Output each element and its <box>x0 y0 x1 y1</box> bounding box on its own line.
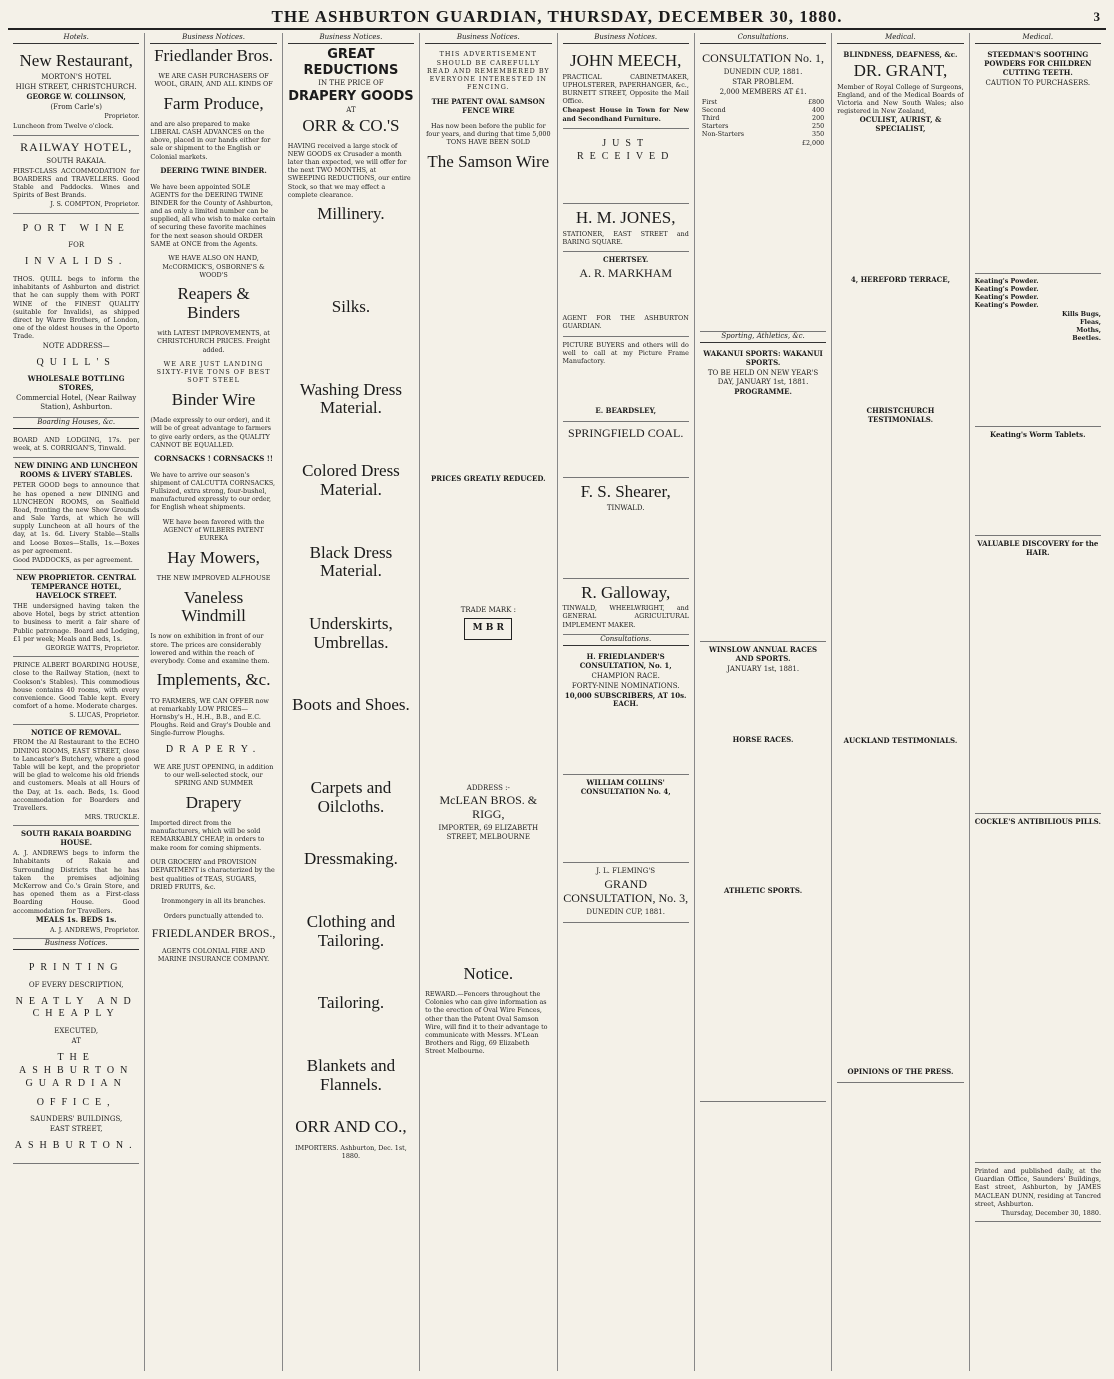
ad-hm-jones <box>563 204 689 252</box>
section-clothing: Clothing and Tailoring. <box>306 912 396 950</box>
column-header: Hotels. <box>13 33 139 44</box>
text-block <box>837 747 963 1067</box>
ad-title: NEW PROPRIETOR. CENTRAL TEMPERANCE HOTEL, HAVELOCK STREET. <box>16 573 136 601</box>
ad-subtitle: SOUTH RAKAIA. <box>46 156 107 165</box>
text-block <box>700 397 826 637</box>
text-block <box>700 675 826 735</box>
ad-title: VALUABLE DISCOVERY for the HAIR. <box>977 539 1099 558</box>
ad-company: McLEAN BROS. & RIGG, <box>439 793 538 822</box>
text-block <box>700 147 826 327</box>
ad-new-dining <box>13 458 139 570</box>
ad-address: 4, HEREFORD TERRACE, <box>850 275 951 285</box>
ad-at: AT <box>346 105 356 114</box>
ad-collins-consultation <box>563 775 689 863</box>
section-boots: Boots and Shoes. <box>292 695 410 715</box>
ad-heading: CORNSACKS ! CORNSACKS !! <box>154 454 273 464</box>
text-block <box>288 717 414 777</box>
ad-signature-sub: AGENTS COLONIAL FIRE AND MARINE INSURANCE COMPANY. <box>157 946 270 963</box>
ad-line: WE ARE CASH PURCHASERS OF WOOL, GRAIN, AND ALL KINDS OF <box>154 72 273 89</box>
ad-title: SOUTH RAKAIA BOARDING HOUSE. <box>21 829 132 848</box>
column-header: Business Notices. <box>425 33 551 44</box>
column-friedlander <box>145 33 282 1371</box>
ad-subtitle: OCULIST, AURIST, & SPECIALIST, <box>859 115 942 134</box>
ad-railway-hotel <box>13 136 139 214</box>
text-block <box>288 583 414 613</box>
ad-just-received <box>563 129 689 205</box>
masthead <box>8 6 1106 30</box>
ad-trademark-label: TRADE MARK : <box>460 605 516 614</box>
trademark-box: M B R <box>464 618 512 640</box>
ad-chertsey <box>563 252 689 336</box>
ad-shearer <box>563 478 689 579</box>
ad-signature: J. S. COMPTON, Proprietor. <box>50 200 140 209</box>
ad-nominations: FORTY-NINE NOMINATIONS. <box>571 681 680 690</box>
ad-title: THE PATENT OVAL SAMSON FENCE WIRE <box>431 96 546 115</box>
text-block <box>563 366 689 406</box>
text-block <box>425 843 551 963</box>
section-colored: Colored Dress Material. <box>302 461 400 499</box>
text-block <box>563 169 689 199</box>
ad-body: and are also prepared to make LIBERAL CASH ADVANCES on the above, placed in our hands either for sale or shipment to the English or Colonial markets. <box>150 119 271 161</box>
ad-section: ATHLETIC SPORTS. <box>723 886 803 896</box>
ad-title: WINSLOW ANNUAL RACES AND SPORTS. <box>709 645 818 664</box>
ad-heading: DRAPERY. <box>165 743 262 755</box>
ad-body: A. J. ANDREWS begs to inform the Inhabitants of Rakaia and Surrounding Districts that he has taken the premises adjoining McKerrow and Co.'s Grain Store, and has opened them as a First-class Boarding House. Good accommodation for Travellers. <box>13 849 140 915</box>
ad-line: NEATLY AND CHEAPLY <box>15 995 137 1020</box>
ad-title: PRINTING <box>28 961 124 973</box>
ad-body: HAVING received a large stock of NEW GOODS ex Crusader a month later than expected, we will offer for the next TWO MONTHS, at SWEEPING REDUCTIONS, our entire Stock, so that we may effect a complete clearance. <box>287 141 411 199</box>
ad-fleming-consultation <box>563 863 689 923</box>
ad-removal <box>13 725 139 827</box>
ad-heading: The Samson Wire <box>427 151 550 171</box>
ad-invalids: INVALIDS. <box>24 256 128 268</box>
text-block <box>837 286 963 406</box>
section-black: Black Dress Material. <box>309 542 393 581</box>
text-block <box>425 643 551 783</box>
ad-heading: Farm Produce, <box>163 93 264 113</box>
ad-body: Cheapest House in Town for New and Secondhand Furniture. <box>562 106 689 123</box>
text-block <box>288 502 414 542</box>
imprint-date: Thursday, December 30, 1880. <box>1001 1209 1101 1218</box>
text-block <box>288 871 414 911</box>
ad-signature: FRIEDLANDER BROS., <box>151 925 276 940</box>
ad-line: THE NEW IMPROVED ALFHOUSE <box>156 573 271 582</box>
ad-line: OFFICE, <box>36 1096 116 1108</box>
section-header: Sporting, Athletics, &c. <box>700 332 826 343</box>
column-header: Business Notices. <box>563 33 689 44</box>
ad-body: PRINCE ALBERT BOARDING HOUSE, close to the Railway Station, (next to Cookson's Stables). This commodious house contains 40 rooms, with every convenience. Good Table kept. Every comfort of a home. Moderate charges. <box>13 661 140 711</box>
ad-address-label: ADDRESS :- <box>466 783 510 792</box>
ad-body: BOARD AND LODGING, 17s. per week, at S. CORRIGAN'S, Tinwald. <box>13 436 140 453</box>
ad-heading: Implements, &c. <box>156 670 271 690</box>
ad-line: EAST STREET, <box>49 1125 103 1134</box>
keating-line: Keating's Powder. <box>974 301 1039 310</box>
text-block <box>288 319 414 379</box>
ad-members: 2,000 MEMBERS AT £1. <box>719 87 807 96</box>
ad-dr-grant <box>837 47 963 1083</box>
text-block <box>288 226 414 296</box>
ad-problem: STAR PROBLEM. <box>732 77 794 86</box>
keating-line: Keating's Powder. <box>974 284 1039 293</box>
ad-line: THE ASHBURTON GUARDIAN <box>19 1052 134 1089</box>
ad-body: FROM the Al Restaurant to the ECHO DINING ROOMS, EAST STREET, close to Lancaster's Butchery, where a good Table will be kept, and the proprietor will be glad to welcome his old friends and customers. Meals at all Hours of the Day, at 1s. each. Beds, 1s. Good accommodation for Boarders and Travellers. <box>13 738 140 812</box>
ad-signature: S. LUCAS, Proprietor. <box>69 711 140 720</box>
ad-proprietor-note: (From Carle's) <box>50 102 102 111</box>
text-block <box>975 559 1101 809</box>
ad-title: Keating's Worm Tablets. <box>990 430 1086 440</box>
ad-title: PORT WINE <box>22 222 130 234</box>
columns <box>8 33 1106 1371</box>
ad-body: THE undersigned having taken the above Hotel, begs by strict attention to business to merit a fair share of Public patronage. Board and Lodging, £1 per week; Meals and Beds, 1s. <box>13 602 140 643</box>
imprint <box>975 1163 1101 1222</box>
text-block <box>837 426 963 736</box>
ad-subtitle: CAUTION TO PURCHASERS. <box>985 78 1091 87</box>
section-silks: Silks. <box>331 297 371 317</box>
column-hotels <box>8 33 145 1371</box>
ad-heading: Hay Mowers, <box>167 547 260 567</box>
ad-springfield-coal <box>563 422 689 478</box>
ad-title: H. FRIEDLANDER'S CONSULTATION, No. 1, <box>579 651 672 670</box>
section-header: Business Notices. <box>13 939 139 950</box>
ad-heading: Reapers & Binders <box>177 284 250 323</box>
section-carpets: Carpets and Oilcloths. <box>310 777 392 816</box>
ad-brand: QUILL'S <box>36 356 116 368</box>
ad-subtitle: MORTON'S HOTEL <box>41 72 112 81</box>
column-header: Medical. <box>975 33 1101 44</box>
ad-body: OUR GROCERY and PROVISION DEPARTMENT is characterized by the best qualities of TEAS, SUGARS, DRIED FRUITS, &c. <box>150 858 275 891</box>
table-row: Starters 250 <box>701 122 825 131</box>
ad-heading: BLINDNESS, DEAFNESS, &c. <box>843 49 958 59</box>
ad-body: WE ARE JUST OPENING, in addition to our well-selected stock, our SPRING AND SUMMER <box>153 763 274 788</box>
ad-new-restaurant <box>13 47 139 136</box>
ad-title: J. L. FLEMING'S <box>596 867 656 876</box>
ad-wakanui-sports <box>700 346 826 643</box>
text-block <box>288 420 414 460</box>
column-medical-2 <box>970 33 1106 1371</box>
ad-body: We have been appointed SOLE AGENTS for the DEERING TWINE BINDER for the County of Ashburton, and as only a limited number can be supplied, all who wish to make certain of securing these favorite machines for the next season should ORDER SAME at ONCE from the Agents. <box>150 182 276 248</box>
ad-line: OF EVERY DESCRIPTION, <box>28 980 124 989</box>
column-header: Business Notices. <box>150 33 276 44</box>
text-block <box>975 89 1101 269</box>
ad-address: HIGH STREET, CHRISTCHURCH. <box>15 82 137 91</box>
ad-signature: A. J. ANDREWS, Proprietor. <box>50 925 140 934</box>
table-row: Second 400 <box>701 105 825 114</box>
ad-signature: GEORGE WATTS, Proprietor. <box>45 644 140 653</box>
text-block <box>975 342 1101 422</box>
ad-company-address: IMPORTER, 69 ELIZABETH STREET, MELBOURNE <box>438 824 539 842</box>
section-dressmaking: Dressmaking. <box>303 849 398 869</box>
section-millinery: Millinery. <box>317 204 385 224</box>
section-header: Consultations. <box>563 635 689 646</box>
ad-heading: DEERING TWINE BINDER. <box>160 166 267 176</box>
text-block <box>837 135 963 275</box>
ad-title: New Restaurant, <box>19 50 133 70</box>
kills-line: Fleas, <box>1080 317 1101 326</box>
ad-temperance-hotel <box>13 570 139 657</box>
ad-cockles-pills <box>975 814 1101 1163</box>
ad-heading: Binder Wire <box>171 390 256 410</box>
ad-note: NOTE ADDRESS— <box>42 341 110 350</box>
ad-title: H. M. JONES, <box>575 208 676 228</box>
text-block <box>700 897 826 1097</box>
ad-keatings-powder <box>975 274 1101 428</box>
ad-heading: GRAND CONSULTATION, No. 3, <box>563 877 689 906</box>
ad-title: NEW DINING AND LUNCHEON ROOMS & LIVERY STABLES. <box>14 461 138 480</box>
ad-hair-discovery <box>975 536 1101 814</box>
section-blankets: Blankets and Flannels. <box>306 1056 396 1094</box>
text-block <box>288 952 414 992</box>
ad-programme: PROGRAMME. <box>734 386 792 396</box>
ad-worm-tablets <box>975 427 1101 536</box>
ad-body: (Made expressly to our order), and it will be of great advantage to farmers to give early orders, as the QUALITY CANNOT BE EQUALLED. <box>150 416 272 449</box>
ad-line: ASHBURTON. <box>14 1140 138 1152</box>
imprint-text: Printed and published daily, at the Guardian Office, Saunders' Buildings, East street, Ashburton, by JAMES MACLEAN DUNN, residing at Tancred street, Ashburton. <box>974 1167 1101 1208</box>
ad-heading: Vaneless Windmill <box>181 587 246 626</box>
ad-body: Member of Royal College of Surgeons, England, and of the Medical Boards of Victoria and New South Wales; also registered in New Zealand, <box>837 82 964 116</box>
ad-notice: THIS ADVERTISEMENT SHOULD BE CAREFULLY READ AND REMEMBERED BY EVERYONE INTERESTED IN FENCING. <box>426 50 550 92</box>
ad-title: GREAT REDUCTIONS <box>303 46 399 78</box>
ad-section: OPINIONS OF THE PRESS. <box>847 1067 954 1077</box>
ad-title: WAKANUI SPORTS: WAKANUI SPORTS. <box>703 348 823 367</box>
ad-race: DUNEDIN CUP, 1881. <box>723 67 803 76</box>
ad-section: AUCKLAND TESTIMONIALS. <box>843 736 958 746</box>
ad-subtitle: PRACTICAL CABINETMAKER, UPHOLSTERER, PAPERHANGER, &c., BURNETT STREET, Opposite the Mail Office. <box>562 72 689 106</box>
ad-store: WHOLESALE BOTTLING STORES, <box>27 374 125 393</box>
ad-line: SAUNDERS' BUILDINGS, <box>30 1115 123 1124</box>
ad-title: F. S. Shearer, <box>580 481 671 501</box>
ad-consultation <box>700 47 826 332</box>
ad-date: TO BE HELD ON NEW YEAR'S DAY, JANUARY 1st, 1881. <box>707 368 819 386</box>
ad-friedlander-consultation <box>563 649 689 776</box>
masthead-title: THE ASHBURTON GUARDIAN, THURSDAY, DECEMBER 30, 1880. <box>271 7 843 26</box>
ad-body: Is now on exhibition in front of our store. The prices are considerably lowered and within the reach of everybody. Come and examine them. <box>150 632 270 665</box>
ad-picture-frames <box>563 337 689 423</box>
text-block <box>975 828 1101 1158</box>
ad-title: JUST RECEIVED <box>576 137 675 162</box>
ad-title: SPRINGFIELD COAL. <box>568 426 684 441</box>
ad-body: PETER GOOD begs to announce that he has opened a new DINING and LUNCHEON ROOMS, on Sealfield Road, fronting the new Show Grounds and Sale Yards, at which he will supply Luncheon at all hours of the day, at 1s. 6d. Livery Stable—Stalls and Loose Boxes—Stalls, 1s.—Boxes as per agreement. <box>13 481 140 555</box>
ad-subtitle: STATIONER, EAST STREET and BARING SQUARE. <box>562 230 689 247</box>
kills-line: Moths, <box>1076 325 1101 334</box>
keating-line: Keating's Powder. <box>974 293 1039 302</box>
ad-subscribers: 10,000 SUBSCRIBERS, AT 10s. EACH. <box>564 690 687 709</box>
text-block <box>975 441 1101 531</box>
ad-signature: ORR AND CO., <box>295 1117 407 1137</box>
column-header: Business Notices. <box>288 33 414 44</box>
kills-line: Beetles. <box>1072 334 1101 343</box>
ad-south-rakaia <box>13 826 139 939</box>
ad-title: R. Galloway, <box>581 582 671 602</box>
ad-heading: DRAPERY GOODS <box>288 89 414 105</box>
ad-brand: ORR & CO.'S <box>302 115 400 135</box>
ad-board-lodging <box>13 432 139 458</box>
column-samson-wire <box>420 33 557 1371</box>
ad-title: DR. GRANT, <box>853 60 948 80</box>
ad-port-wine <box>13 214 139 419</box>
ad-body: TO FARMERS, WE CAN OFFER now at remarkably LOW PRICES— Hornsby's H., H.H., B.B., and E.C. Ploughs. Reid and Gray's Double and Single-furrow Ploughs. <box>150 696 271 738</box>
ad-steedman <box>975 47 1101 274</box>
text-block <box>700 746 826 886</box>
ad-body: THOS. QUILL begs to inform the inhabitants of Ashburton and district that he can supply them with PORT WINE of the FINEST QUALITY (suitable for Invalids), as shipped direct by Warre Brothers, of London, one of the oldest houses in the Oporto Trade. <box>13 275 140 341</box>
text-block <box>288 654 414 694</box>
text-block <box>288 1015 414 1055</box>
ad-section: CHRISTCHURCH TESTIMONIALS. <box>866 406 935 425</box>
ad-winslow-races <box>700 642 826 1102</box>
ad-body: Imported direct from the manufacturers, which will be sold REMARKABLY CHEAP, in orders to make room for coming shipments. <box>150 819 265 852</box>
table-row: Non-Starters 350 <box>701 130 825 139</box>
text-block <box>563 798 689 858</box>
ad-subtitle: IN THE PRICE OF <box>318 79 384 88</box>
ad-signature: MRS. TRUCKLE. <box>84 813 140 822</box>
ad-note: Luncheon from Twelve o'clock. <box>13 121 114 130</box>
text-block <box>563 514 689 574</box>
ad-title: JOHN MEECH, <box>569 50 682 70</box>
text-block <box>563 710 689 770</box>
ad-proprietor-title: Proprietor. <box>104 112 140 121</box>
column-medical <box>832 33 969 1371</box>
ad-signature: E. BEARDSLEY, <box>595 406 656 416</box>
ad-title: WILLIAM COLLINS' CONSULTATION No. 4, <box>580 778 671 797</box>
ad-race: CHAMPION RACE. <box>591 671 660 680</box>
ad-title: COCKLE'S ANTIBILIOUS PILLS. <box>974 817 1101 827</box>
ad-agent: AGENT FOR THE ASHBURTON GUARDIAN. <box>562 314 689 331</box>
text-block <box>288 818 414 848</box>
ad-body: Has now been before the public for four years, and during that time 5,000 TONS HAVE BEEN SOLD <box>426 121 551 147</box>
page-number: 3 <box>1093 9 1100 24</box>
ad-section: HORSE RACES. <box>732 735 794 745</box>
ad-title: Friedlander Bros. <box>154 45 274 65</box>
ad-prince-albert <box>13 657 139 724</box>
ad-body: PICTURE BUYERS and others will do well to call at my Picture Frame Manufactory. <box>562 340 689 365</box>
ad-subtitle: TINWALD, WHEELWRIGHT, and GENERAL AGRICULTURAL IMPLEMENT MAKER. <box>562 604 689 629</box>
ad-heading: Drapery <box>185 793 242 813</box>
ad-address: Commercial Hotel, (Near Railway Station), Ashburton. <box>16 394 137 412</box>
text-block <box>425 174 551 474</box>
column-header: Consultations. <box>700 33 826 44</box>
ad-title: CONSULTATION No. 1, <box>702 50 825 65</box>
ad-title: A. R. MARKHAM <box>579 266 673 281</box>
ad-body: FIRST-CLASS ACCOMMODATION for BOARDERS and TRAVELLERS. Good Stable and Paddocks. Wines and Spirits of Best Brands. <box>13 166 140 200</box>
ad-line: EXECUTED, <box>54 1027 99 1036</box>
section-tailoring: Tailoring. <box>317 993 385 1013</box>
ad-heading: Notice. <box>463 963 514 983</box>
ad-race: DUNEDIN CUP, 1881. <box>586 907 665 916</box>
ad-title: NOTICE OF REMOVAL. <box>30 727 122 737</box>
ad-printing <box>13 953 139 1164</box>
table-row-total: £2,000 <box>801 138 825 147</box>
ad-line: Orders punctually attended to. <box>163 911 264 920</box>
ad-for: FOR <box>68 241 85 250</box>
ad-body: with LATEST IMPROVEMENTS, at CHRISTCHURCH PRICES. Freight added. <box>157 329 271 354</box>
column-consultations <box>695 33 832 1371</box>
ad-body: REWARD.—Fencers throughout the Colonies who can give information as to the erection of Oval Wire Fences, other than the Patent Oval Samson Wire, will find it to their advantage to communicate with Messrs. M'Lean Brothers and Rigg, 69 Elizabeth Street Melbourne. <box>425 990 548 1056</box>
prize-table <box>700 98 826 147</box>
ad-title: STEEDMAN'S SOOTHING POWDERS FOR CHILDREN CUTTING TEETH. <box>984 49 1092 77</box>
ad-body: We have to arrive our season's shipment of CALCUTTA CORNSACKS, Fullsized, extra strong, four-bushel, manufactured expressly to our order, for English wheat shipments. <box>150 470 276 512</box>
column-orr <box>283 33 420 1371</box>
section-underskirts: Underskirts, Umbrellas. <box>309 613 393 652</box>
ad-line: WE HAVE ALSO ON HAND, McCORMICK'S, OSBORNE'S & WOOD'S <box>162 254 265 279</box>
ad-date: JANUARY 1st, 1881. <box>727 665 800 674</box>
kills-line: Kills Bugs, <box>1062 309 1101 318</box>
column-header: Medical. <box>837 33 963 44</box>
ad-john-meech <box>563 47 689 129</box>
keating-line: Keating's Powder. <box>974 276 1039 285</box>
ad-meals: MEALS 1s. BEDS 1s. <box>35 914 117 924</box>
section-washing: Washing Dress Material. <box>299 379 402 418</box>
ad-galloway <box>563 579 689 635</box>
text-block <box>563 443 689 473</box>
ad-line: Ironmongery in all its branches. <box>161 897 266 906</box>
section-header: Boarding Houses, &c. <box>13 418 139 429</box>
ad-line: AT <box>71 1037 81 1046</box>
ad-line: WE ARE JUST LANDING SIXTY-FIVE TONS OF BEST SOFT STEEL <box>156 360 271 385</box>
column-business <box>558 33 695 1371</box>
text-block <box>288 1096 414 1116</box>
ad-title: RAILWAY HOTEL, <box>20 139 133 154</box>
text-block <box>563 283 689 313</box>
ad-signature-sub: IMPORTERS. Ashburton, Dec. 1st, 1880. <box>295 1143 407 1160</box>
ad-heading: CHERTSEY. <box>603 255 649 265</box>
ad-line: WE have been favored with the AGENCY of WILBERS PATENT EUREKA <box>162 517 265 543</box>
ad-proprietor: GEORGE W. COLLINSON, <box>26 91 126 101</box>
table-row: First £800 <box>701 97 825 106</box>
ad-heading: PRICES GREATLY REDUCED. <box>431 473 546 483</box>
ad-note: Good PADDOCKS, as per agreement. <box>13 556 133 565</box>
text-block <box>425 485 551 605</box>
table-row: Third 200 <box>701 113 825 122</box>
ad-subtitle: TINWALD. <box>606 503 645 512</box>
